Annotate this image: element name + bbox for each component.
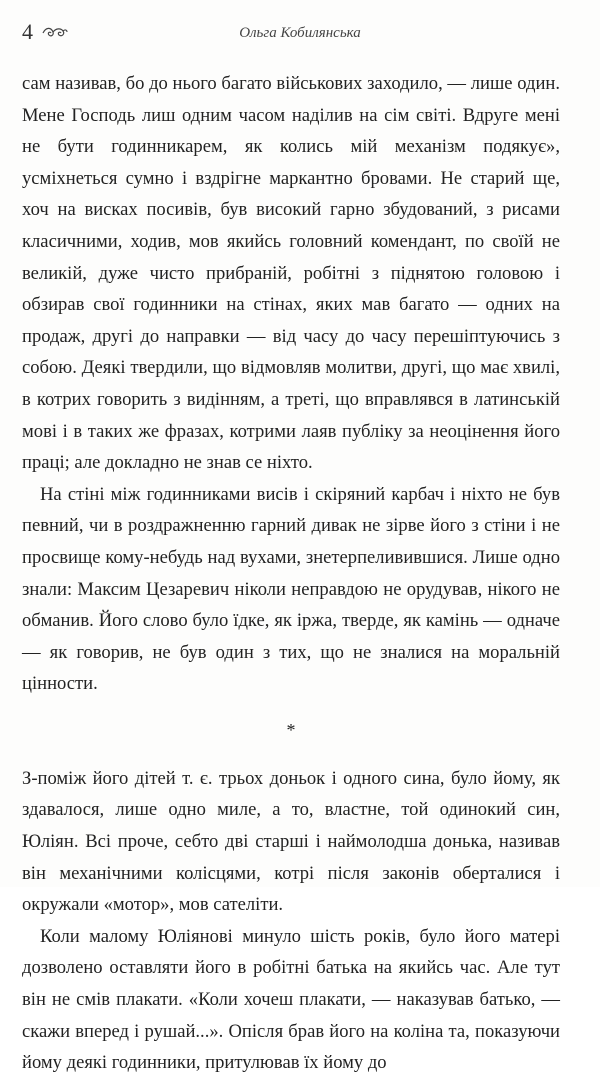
paragraph: Коли малому Юліянові минуло шість років, було його матері дозволено оставляти його в робітні батька на якийсь час. Але тут він не смів плакати. «Коли хочеш плакати, — наказував батько, — скажи вперед і рушай...». Опісля брав його на коліна та, показуючи йому деякі годинники, притулював їх йому до xyxy=(22,925,560,1074)
running-title: Ольга Кобилянська xyxy=(239,25,361,41)
page-number: 4 xyxy=(22,19,33,44)
paragraph: На стіні між годинниками висів і скіряний карбач і ніхто не був певний, чи в роздражненню гарний дивак не зірве його з стіни і не просвище кому-небудь над вухами, знетерпеливившися. Лише одно знали: Максим Цезаревич ніколи неправдою не орудував, нікого не обманив. Його слово було їдке, як іржа, тверде, як камінь — одначе — як говорив, не був один з тих, що не зналися на моральній цінности. xyxy=(22,483,560,695)
section-separator: * xyxy=(286,719,296,740)
running-header xyxy=(22,18,578,46)
text-body xyxy=(22,68,560,1079)
paragraph: сам називав, бо до нього багато військових заходило, — лише один. Мене Господь лиш одним часом наділив на сім світі. Вдруге мені не бути годинникарем, як колись мій механізм подякує», усміхнеться сумно і вздрігне маркантно бровами. Не старий ще, хоч на висках посивів, був високий гарно збудований, з рисами класичними, ходив, мов якийсь головний комендант, по своїй не великій, дуже чисто прибраній, робітні з піднятою головою і обзирав свої годинники на стінах, яких мав багато — одних на продаж, другі до направки — від часу до часу перешіптуючись з собою. Деякі твердили, що відмовляв молитви, другі, що має хвилі, в котрих говорить з видінням, а треті, що вправлявся в латинській мові і в таких же фразах, котрими лаяв публіку за неоцінення його праці; але докладно не знав се ніхто. xyxy=(22,73,560,474)
paragraph: З-поміж його дітей т. є. трьох доньок і одного сина, було йому, як здавалося, лише одно миле, а то, властне, той одинокий син, Юліян. Всі проче, себто дві старші і наймолодша донька, називав він механічними колісцями, котрі після законів оберталися і окружали «мотор», мов сателіти. xyxy=(22,767,560,916)
